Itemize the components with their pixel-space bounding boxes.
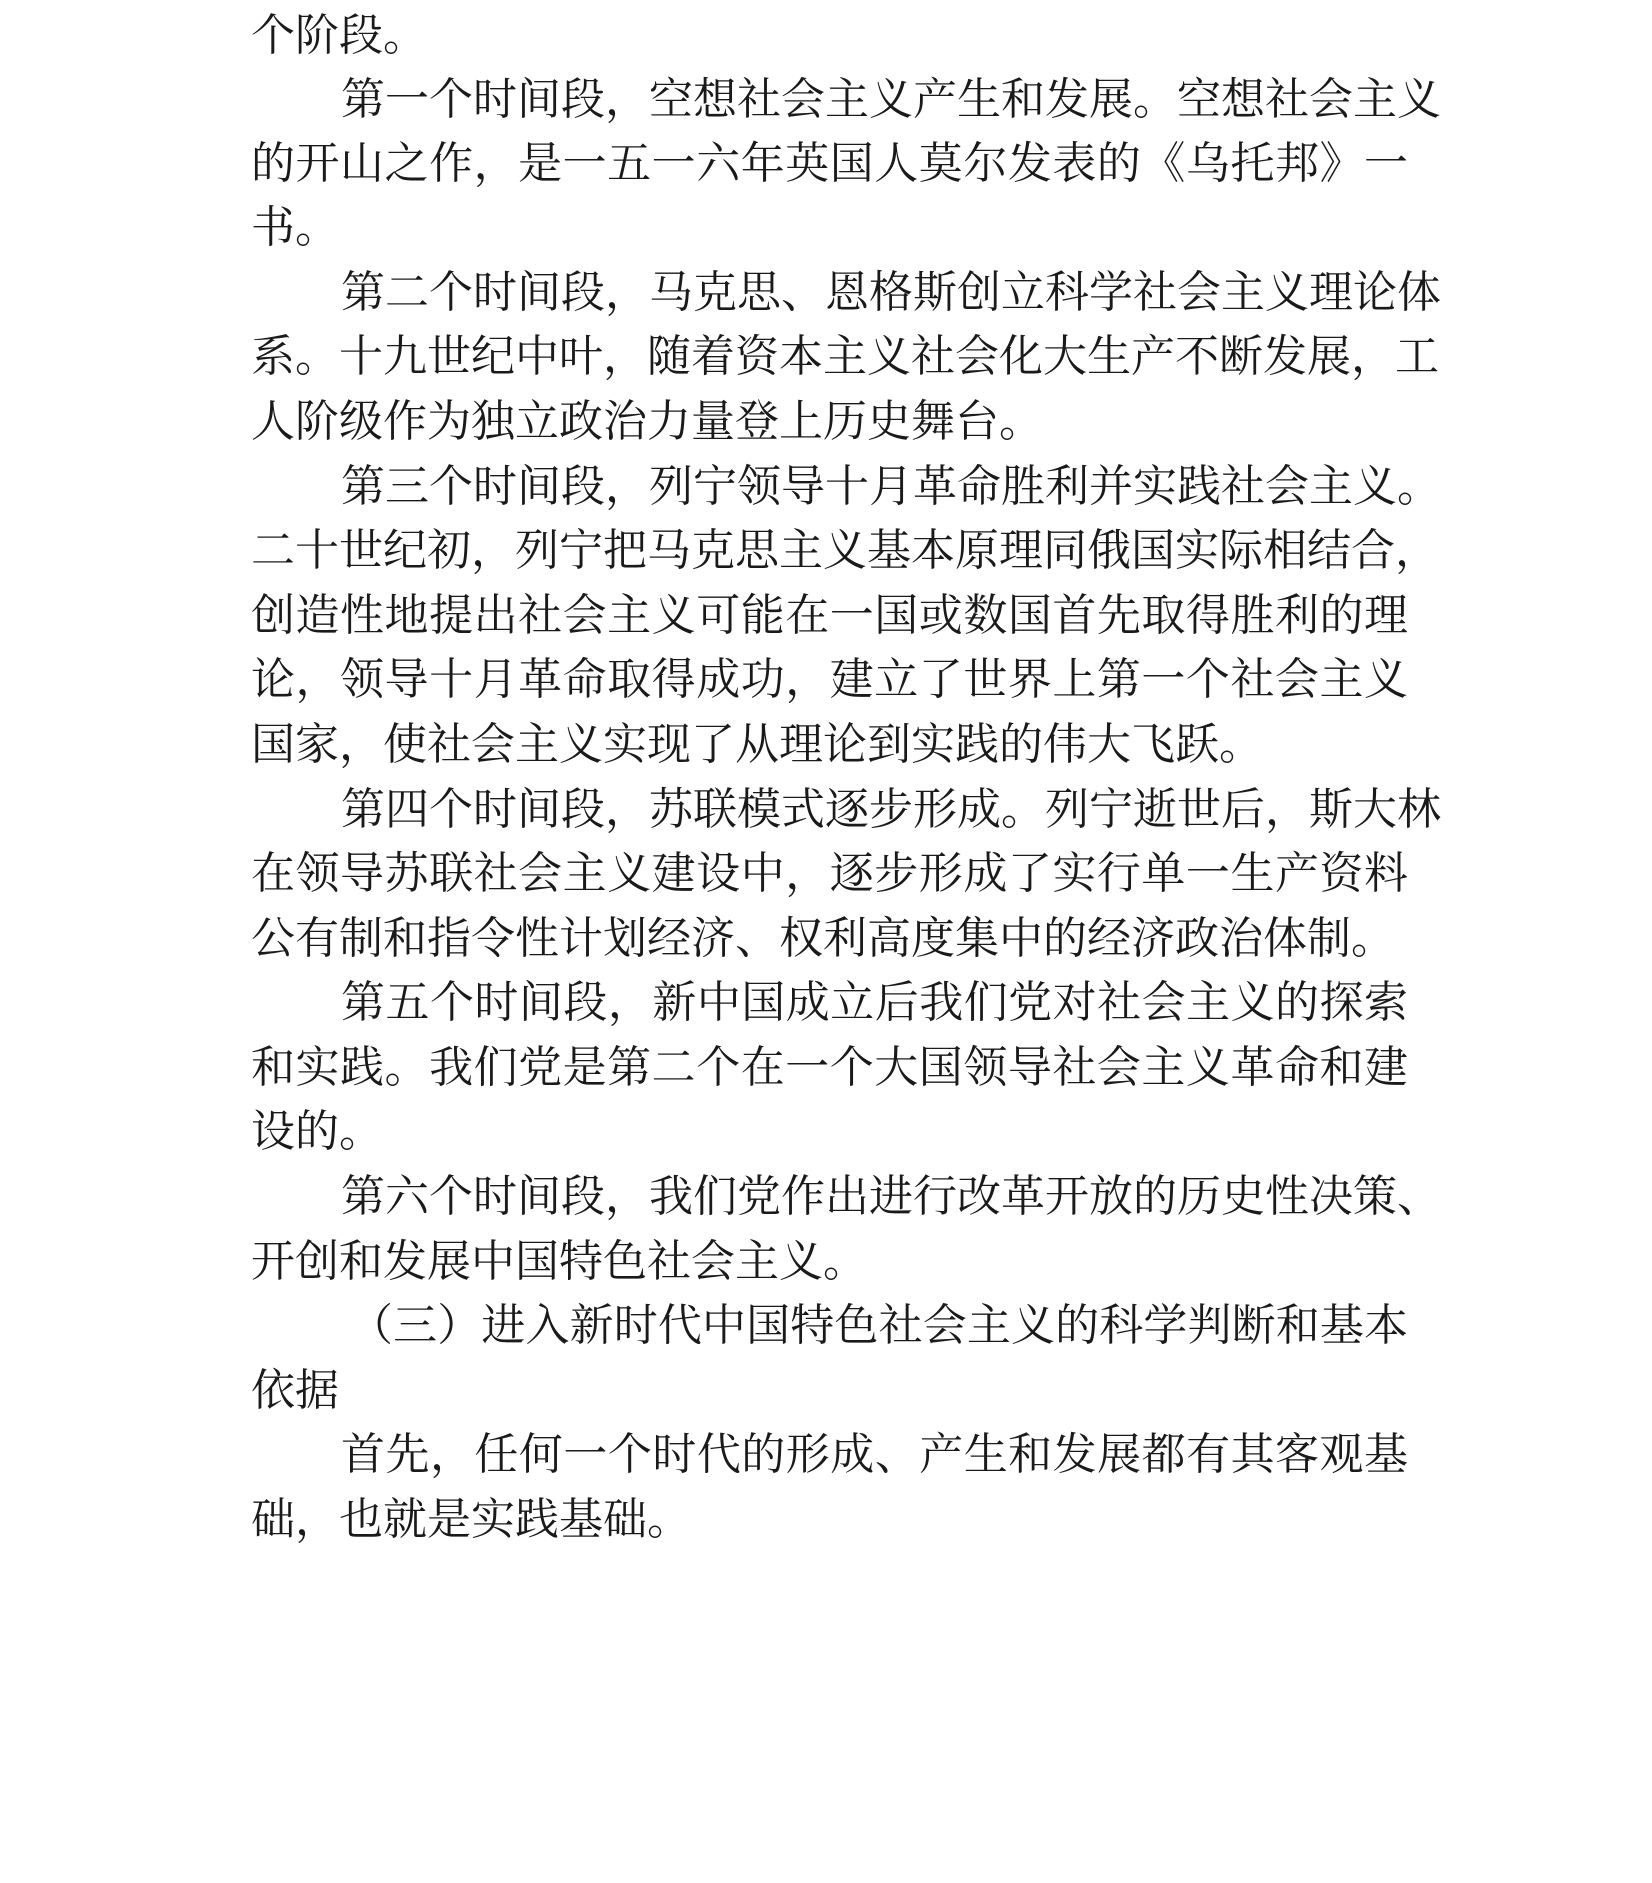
paragraph-first-line: 第一个时间段，空想社会主义产生和发展。空想社会主义 xyxy=(341,74,1441,125)
text-line: 人阶级作为独立政治力量登上历史舞台。 xyxy=(251,396,1043,447)
paragraph-first-line: 第二个时间段，马克思、恩格斯创立科学社会主义理论体 xyxy=(341,267,1441,318)
text-line: 开创和发展中国特色社会主义。 xyxy=(251,1236,867,1287)
paragraph-first-line: 第五个时间段，新中国成立后我们党对社会主义的探索 xyxy=(341,977,1408,1028)
text-line: 设的。 xyxy=(251,1106,383,1157)
text-line: 论，领导十月革命取得成功，建立了世界上第一个社会主义 xyxy=(251,654,1408,705)
section-heading-continuation: 依据 xyxy=(251,1365,339,1416)
text-line: 国家，使社会主义实现了从理论到实践的伟大飞跃。 xyxy=(251,719,1263,770)
text-line: 的开山之作，是一五一六年英国人莫尔发表的《乌托邦》一 xyxy=(251,138,1408,189)
text-line: 在领导苏联社会主义建设中，逐步形成了实行单一生产资料 xyxy=(251,848,1408,899)
text-line: 系。十九世纪中叶，随着资本主义社会化大生产不断发展，工 xyxy=(251,331,1439,382)
text-line: 和实践。我们党是第二个在一个大国领导社会主义革命和建 xyxy=(251,1042,1408,1093)
paragraph-first-line: 第六个时间段，我们党作出进行改革开放的历史性决策、 xyxy=(341,1171,1441,1222)
text-line: 公有制和指令性计划经济、权利高度集中的经济政治体制。 xyxy=(251,913,1395,964)
text-line: 书。 xyxy=(251,202,339,253)
paragraph-first-line: 首先，任何一个时代的形成、产生和发展都有其客观基 xyxy=(341,1429,1408,1480)
paragraph-first-line: 第四个时间段，苏联模式逐步形成。列宁逝世后，斯大林 xyxy=(341,784,1441,835)
text-line: 二十世纪初，列宁把马克思主义基本原理同俄国实际相结合， xyxy=(251,525,1439,576)
section-heading: （三）进入新时代中国特色社会主义的科学判断和基本 xyxy=(349,1300,1408,1351)
text-line: 个阶段。 xyxy=(251,10,427,61)
text-line: 创造性地提出社会主义可能在一国或数国首先取得胜利的理 xyxy=(251,590,1408,641)
paragraph-first-line: 第三个时间段，列宁领导十月革命胜利并实践社会主义。 xyxy=(341,461,1441,512)
text-line: 础，也就是实践基础。 xyxy=(251,1494,691,1545)
